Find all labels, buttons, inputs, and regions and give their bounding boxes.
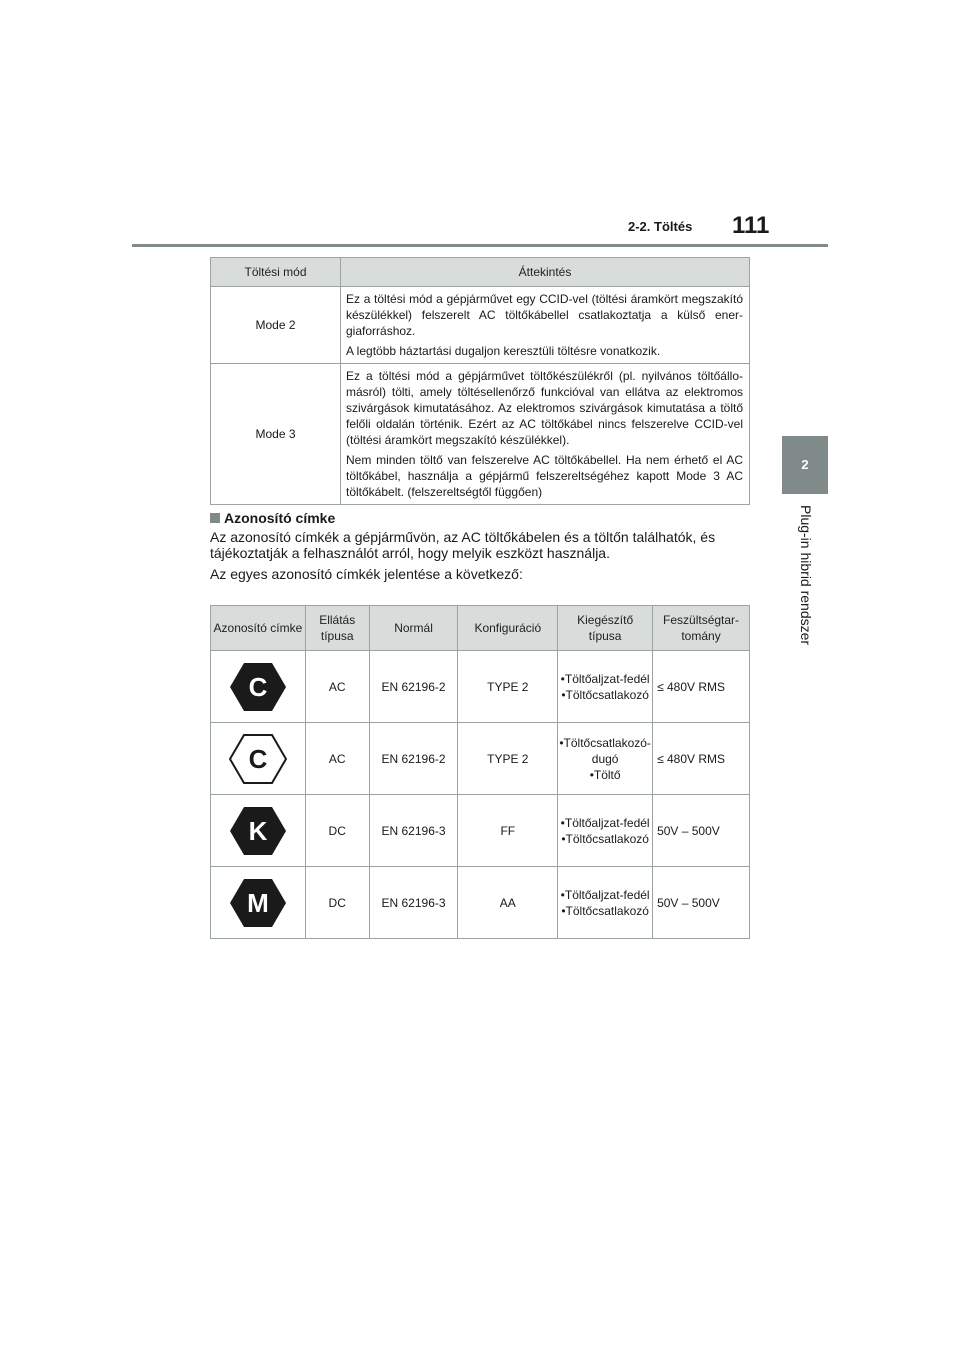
description-text: Nem minden töltő van felszerelve AC töltőkábellel. Ha nem érhető el AC töltőkábel, használja a gépjármű felszereltségéhez kapott Mode 3 AC töltőkábelt. (felszereltségtől függően) — [346, 453, 743, 499]
standard-cell: EN 62196-3 — [369, 867, 458, 939]
label-cell — [211, 651, 306, 723]
accessory-item: •Töltőaljzat-fedél — [560, 887, 650, 902]
header-divider — [132, 244, 828, 247]
page-number: 111 — [732, 212, 770, 239]
accessory-item: •Töltő — [589, 767, 621, 782]
supply-cell: AC — [305, 651, 369, 723]
table-header-row — [211, 606, 750, 651]
config-cell: TYPE 2 — [458, 651, 558, 723]
hexagon-label-k-filled-icon — [229, 805, 287, 857]
supply-cell: DC — [305, 867, 369, 939]
identification-label-table — [210, 605, 750, 939]
voltage-cell: 50V – 500V — [653, 795, 750, 867]
label-cell — [211, 867, 306, 939]
description-text: Ez a töltési mód a gépjárművet egy CCID-vel (töltési áramkört megszakító készülékkel) felszerelt AC töltőkábellel csatlakoztatja a külső energiaforráshoz. — [346, 292, 743, 338]
hexagon-letter: M — [247, 887, 269, 918]
description-text: Ez a töltési mód a gépjárművet töltőkészülékről (pl. nyilvános töltőállomásról) tölti, amely töltésellenőrző funkcióval van ellátva az elektromos szivárgások kimutatásához. Az elektromos szivárgások kimutatása a töltő felőli oldalán történik. Ezért az AC töltőkábel nincs felszerelve CCID-vel (töltési áramkört megszakító készülékkel). — [346, 369, 743, 447]
label-cell — [211, 723, 306, 795]
voltage-cell: 50V – 500V — [653, 867, 750, 939]
config-cell: FF — [458, 795, 558, 867]
column-header: Feszültségtartomány — [653, 606, 750, 651]
voltage-cell: ≤ 480V RMS — [653, 651, 750, 723]
config-cell: TYPE 2 — [458, 723, 558, 795]
accessory-item: •Töltőcsatlakozó-dugó — [559, 735, 651, 766]
standard-cell: EN 62196-3 — [369, 795, 458, 867]
section-title: 2-2. Töltés — [628, 219, 693, 234]
column-header: Konfiguráció — [458, 606, 558, 651]
column-header: Normál — [369, 606, 458, 651]
subsection-heading-text: Azonosító címke — [224, 510, 336, 526]
standard-cell: EN 62196-2 — [369, 723, 458, 795]
accessory-item: •Töltőcsatlakozó — [561, 687, 649, 702]
column-header: Áttekintés — [341, 258, 750, 287]
chapter-tab: 2 — [782, 436, 828, 494]
accessory-item: •Töltőaljzat-fedél — [560, 671, 650, 686]
table-row — [211, 723, 750, 795]
chapter-side-label: Plug-in hibrid rendszer — [798, 505, 814, 646]
body-paragraph: Az azonosító címkék a gépjárművön, az AC töltőkábelen és a töltőn találhatók, és tájékoztatják a felhasználót arról, hogy melyik eszközt használja. — [210, 529, 716, 561]
table-row — [211, 795, 750, 867]
column-header: Ellátás típusa — [305, 606, 369, 651]
standard-cell: EN 62196-2 — [369, 651, 458, 723]
mode-cell: Mode 2 — [211, 287, 341, 364]
accessory-item: •Töltőcsatlakozó — [561, 903, 649, 918]
accessory-cell — [558, 651, 653, 723]
accessory-cell — [558, 867, 653, 939]
description-cell — [341, 364, 750, 505]
hexagon-letter: K — [248, 815, 268, 846]
column-header: Töltési mód — [211, 258, 341, 287]
subsection-heading — [210, 510, 755, 526]
column-header: Azonosító címke — [211, 606, 306, 651]
table-row — [211, 364, 750, 505]
hexagon-letter: C — [248, 671, 268, 702]
description-text: A legtöbb háztartási dugaljon keresztüli töltésre vonatkozik. — [346, 344, 661, 358]
hexagon-label-c-filled-icon — [229, 661, 287, 713]
bullet-square-icon — [210, 513, 220, 523]
voltage-cell: ≤ 480V RMS — [653, 723, 750, 795]
accessory-item: •Töltőcsatlakozó — [561, 831, 649, 846]
config-cell: AA — [458, 867, 558, 939]
table-header-row — [211, 258, 750, 287]
supply-cell: AC — [305, 723, 369, 795]
body-paragraph: Az egyes azonosító címkék jelentése a következő: — [210, 566, 523, 582]
label-cell — [211, 795, 306, 867]
table-row — [211, 867, 750, 939]
hexagon-letter: C — [248, 743, 268, 774]
description-cell — [341, 287, 750, 364]
hexagon-label-m-filled-icon — [229, 877, 287, 929]
accessory-item: •Töltőaljzat-fedél — [560, 815, 650, 830]
supply-cell: DC — [305, 795, 369, 867]
charging-mode-table — [210, 257, 750, 505]
table-row — [211, 287, 750, 364]
table-row — [211, 651, 750, 723]
accessory-cell — [558, 723, 653, 795]
accessory-cell — [558, 795, 653, 867]
mode-cell: Mode 3 — [211, 364, 341, 505]
column-header: Kiegészítő típusa — [558, 606, 653, 651]
hexagon-label-c-outline-icon — [229, 733, 287, 785]
